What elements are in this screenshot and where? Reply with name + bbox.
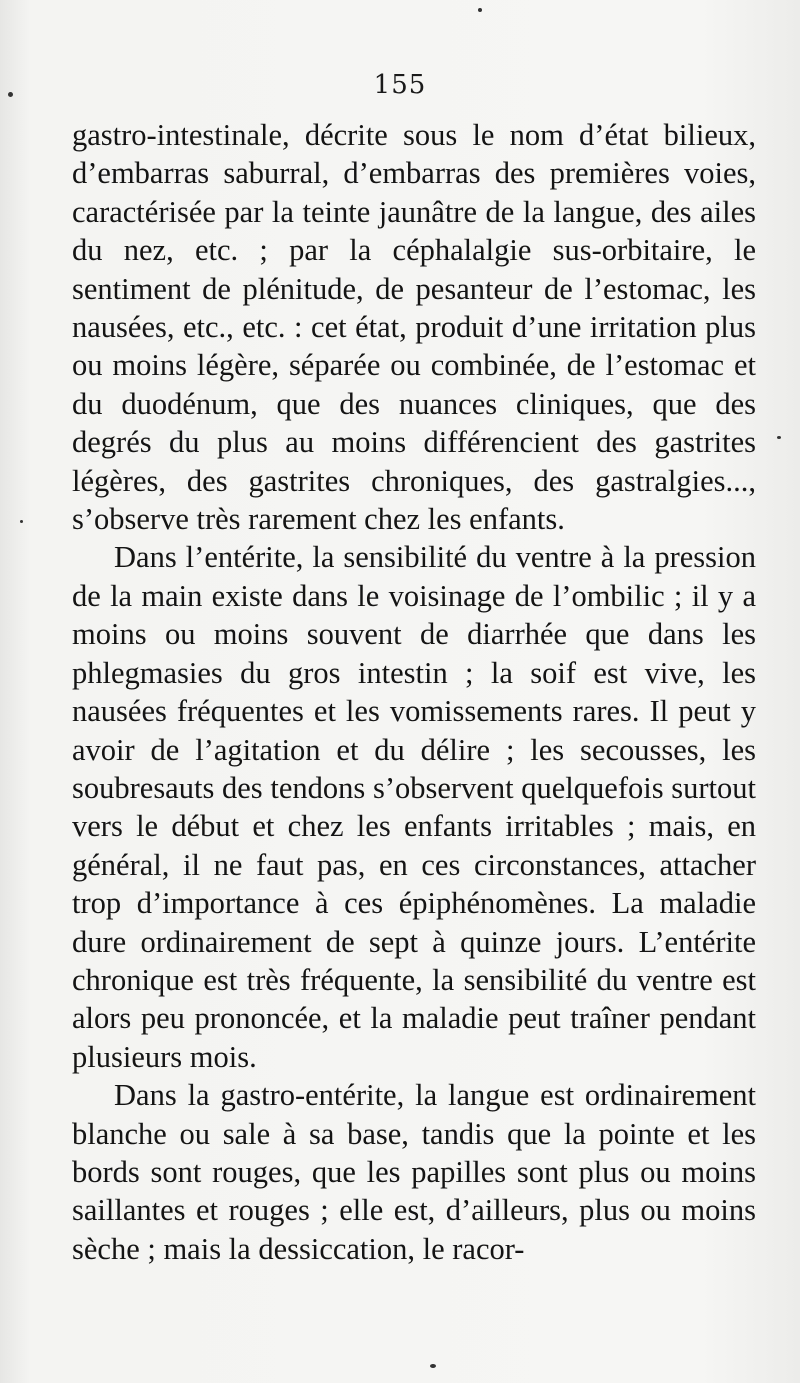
ink-speck (20, 520, 23, 523)
paragraph-continuation: gastro-intestinale, décrite sous le nom d’état bilieux, d’embarras saburral, d’embarras des premières voies, caractérisée par la teinte jaunâtre de la langue, des ailes du nez, etc. ; par la céphalalgie sus-orbitaire, le sentiment de plénitude, de pesanteur de l’estomac, les nausées, etc., etc. : cet état, produit d’une irritation plus ou moins légère, séparée ou combinée, de l’estomac et du duodénum, que des nuances cliniques, que des degrés du plus au moins différencient des gastrites légères, des gastrites chroniques, des gastralgies..., s’observe très rarement chez les enfants. (72, 118, 756, 537)
ink-speck (777, 436, 781, 439)
body-text (72, 116, 756, 1268)
ink-speck (478, 8, 482, 12)
paragraph-enterite: Dans l’entérite, la sensibilité du ventre à la pression de la main existe dans le voisinage de l’ombilic ; il y a moins ou moins souvent de diarrhée que dans les phlegmasies du gros intestin ; la soif est vive, les nausées fréquentes et les vomissements rares. Il peut y avoir de l’agitation et du délire ; les secousses, les soubresauts des tendons s’observent quelquefois surtout vers le début et chez les enfants irritables ; mais, en général, il ne faut pas, en ces circonstances, attacher trop d’importance à ces épiphénomènes. La maladie dure ordinairement de sept à quinze jours. L’entérite chronique est très fréquente, la sensibilité du ventre est alors peu prononcée, et la maladie peut traîner pendant plusieurs mois. (72, 540, 756, 1074)
page-number: 155 (373, 70, 427, 100)
ink-speck (430, 1364, 436, 1368)
ink-speck (8, 92, 13, 97)
paragraph-gastro-enterite: Dans la gastro-entérite, la langue est ordinairement blanche ou sale à sa base, tandis que la pointe et les bords sont rouges, que les papilles sont plus ou moins saillantes et rouges ; elle est, d’ailleurs, plus ou moins sèche ; mais la dessiccation, le racor- (72, 1078, 756, 1266)
